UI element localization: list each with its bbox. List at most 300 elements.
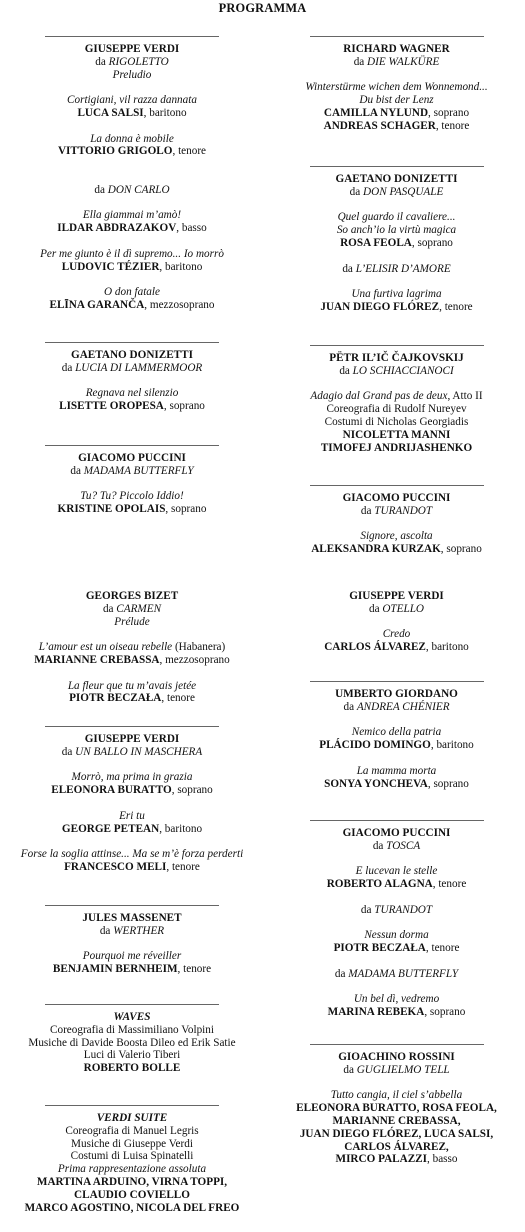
title-text: DON CARLO	[107, 183, 170, 196]
text: , tenore	[432, 878, 467, 891]
title-text: Eri tu	[119, 809, 145, 822]
spacer	[274, 250, 519, 263]
divider	[45, 1105, 219, 1106]
programme-line	[6, 107, 258, 120]
performer-or-heading: GIUSEPPE VERDI	[84, 733, 180, 745]
performer-or-heading: GIACOMO PUCCINI	[342, 827, 451, 839]
programme-line	[274, 1089, 519, 1102]
text: , tenore	[439, 300, 473, 313]
programme-line	[274, 107, 519, 120]
programme-line	[6, 1011, 258, 1024]
programme-line	[6, 950, 258, 963]
title-text: Prélude	[114, 615, 150, 628]
programme-line	[6, 1037, 258, 1050]
performer-or-heading: ROBERTO BOLLE	[83, 1062, 181, 1075]
programme-line	[274, 211, 519, 224]
spacer	[6, 375, 258, 388]
performer-or-heading: MARIANNE CREBASSA,	[332, 1114, 461, 1127]
programme-line	[6, 733, 258, 746]
spacer	[274, 714, 519, 727]
programme-line	[274, 1006, 519, 1019]
text: da	[360, 504, 375, 517]
programme-item	[6, 36, 258, 312]
text: da	[372, 839, 387, 852]
programme-line	[6, 145, 258, 158]
text: , soprano	[440, 543, 482, 556]
page-title: PROGRAMMA	[218, 1, 307, 15]
programme-line	[6, 209, 258, 222]
performer-or-heading: ALEKSANDRA KURZAK	[311, 543, 441, 556]
text: , soprano	[163, 400, 205, 413]
divider	[310, 681, 484, 682]
programme-line	[274, 43, 519, 56]
text: da	[343, 1063, 357, 1076]
programme-line	[6, 963, 258, 976]
programme-line	[274, 904, 519, 917]
title-text: Forse la soglia attinse... Ma se m’è forza perderti	[20, 848, 244, 861]
text: da	[360, 903, 375, 916]
title-text: La mamma morta	[356, 764, 437, 777]
performer-or-heading: TIMOFEJ ANDRIJASHENKO	[320, 441, 473, 454]
programme-line	[6, 503, 258, 516]
spacer	[6, 171, 258, 184]
performer-or-heading: ANDREAS SCHAGER	[323, 119, 436, 132]
programme-line	[6, 184, 258, 197]
title-text: MADAMA BUTTERFLY	[83, 464, 194, 477]
title-text: TURANDOT	[374, 903, 433, 916]
programme-line	[6, 1163, 258, 1176]
spacer	[274, 891, 519, 904]
performer-or-heading: VITTORIO GRIGOLO	[57, 145, 173, 158]
programme-line	[6, 1024, 258, 1037]
programme-item	[274, 583, 519, 654]
programme-line	[274, 56, 519, 69]
title-text: Preludio	[112, 68, 152, 81]
title-text: CARMEN	[116, 602, 162, 615]
programme-line	[6, 94, 258, 107]
title-text: UN BALLO IN MASCHERA	[75, 745, 203, 758]
spacer	[274, 69, 519, 82]
programme-line	[274, 530, 519, 543]
title-text: L’amour est un oiseau rebelle	[38, 641, 173, 654]
text: , soprano	[428, 106, 470, 119]
programme-line	[6, 861, 258, 874]
text: , baritono	[143, 106, 187, 119]
performer-or-heading: GIACOMO PUCCINI	[78, 452, 186, 464]
performer-or-heading: MARTINA ARDUINO, VIRNA TOPPI,	[36, 1175, 228, 1188]
programme-line	[274, 263, 519, 276]
divider	[45, 445, 219, 446]
programme-item	[274, 345, 519, 454]
programme-line	[6, 286, 258, 299]
text: da	[70, 464, 84, 477]
spacer	[274, 917, 519, 930]
text: Luci di Valerio Tiberi	[83, 1049, 181, 1062]
text: , baritono	[425, 641, 469, 654]
performer-or-heading: CARLOS ÁLVAREZ	[324, 641, 426, 654]
programme-line	[274, 765, 519, 778]
programme-line	[274, 726, 519, 739]
title-text: Cortigiani, vil razza dannata	[67, 94, 197, 107]
title-text: Adagio dal Grand pas de deux	[310, 390, 448, 403]
title-text: Ella giammai m’amò!	[82, 209, 182, 222]
programme-line	[274, 739, 519, 752]
programme-line	[274, 288, 519, 301]
performer-or-heading: MARCO AGOSTINO, NICOLA DEL FREO	[24, 1201, 240, 1214]
programme-line	[274, 224, 519, 237]
programme-line	[6, 641, 258, 654]
text: , soprano	[411, 236, 453, 249]
text: Costumi di Nicholas Georgiadis	[324, 415, 469, 428]
programme-line	[274, 186, 519, 199]
programme-line	[274, 968, 519, 981]
title-text: Nemico della patria	[351, 726, 442, 739]
spacer	[6, 628, 258, 641]
text: , tenore	[177, 963, 212, 976]
programme-line	[6, 823, 258, 836]
performer-or-heading: GAETANO DONIZETTI	[335, 173, 458, 185]
programme-line	[274, 778, 519, 791]
performer-or-heading: ELEONORA BURATTO	[51, 784, 172, 797]
programme-line	[6, 1125, 258, 1138]
divider	[45, 36, 219, 37]
programme-line	[274, 701, 519, 714]
programme-item	[6, 445, 258, 516]
divider	[310, 36, 484, 37]
programme-item	[274, 681, 519, 790]
text: , soprano	[165, 503, 207, 516]
performer-or-heading: JUAN DIEGO FLÓREZ	[320, 300, 440, 313]
text: , baritono	[430, 739, 474, 752]
divider	[310, 820, 484, 821]
text: da	[102, 602, 117, 615]
programme-line	[6, 848, 258, 861]
programme-line	[274, 352, 519, 365]
performer-or-heading: GIOACHINO ROSSINI	[338, 1051, 455, 1063]
text: , Atto II	[447, 390, 483, 403]
programme-line	[6, 1202, 258, 1215]
programme-item	[274, 36, 519, 133]
spacer	[274, 275, 519, 288]
title-text: Tu? Tu? Piccolo Iddio!	[80, 490, 184, 503]
text: , tenore	[425, 942, 460, 955]
text: , tenore	[166, 860, 200, 873]
title-text: Un bel dì, vedremo	[353, 993, 440, 1006]
programme-item	[6, 1105, 258, 1214]
text: da	[368, 602, 383, 615]
title-text: Signore, ascolta	[360, 530, 433, 543]
performer-or-heading: PIOTR BECZAŁA	[69, 692, 162, 705]
performer-or-heading: ROBERTO ALAGNA	[326, 878, 433, 891]
performer-or-heading: ROSA FEOLA	[340, 236, 412, 249]
text: da	[61, 361, 76, 374]
performer-or-heading: PIOTR BECZAŁA	[333, 942, 426, 955]
programme-line	[6, 680, 258, 693]
programme-line	[6, 692, 258, 705]
performer-or-heading: UMBERTO GIORDANO	[335, 688, 458, 700]
title-text: O don fatale	[104, 286, 160, 299]
title-text: Nessun dorma	[364, 929, 429, 942]
programme-line	[274, 688, 519, 701]
text: , mezzosoprano	[144, 298, 215, 311]
performer-or-heading: ELEONORA BURATTO, ROSA FEOLA,	[296, 1102, 497, 1115]
text: Coreografia di Manuel Legris	[65, 1124, 199, 1137]
programme-item	[6, 905, 258, 976]
programme-line	[6, 654, 258, 667]
divider	[45, 905, 219, 906]
title-text: La fleur que tu m’avais jetée	[67, 679, 197, 692]
text: , tenore	[161, 692, 195, 705]
programme-line	[274, 81, 519, 94]
performer-or-heading: VERDI SUITE	[96, 1112, 168, 1124]
performer-or-heading: CARLOS ÁLVAREZ,	[344, 1140, 449, 1153]
title-text: Prima rappresentazione assoluta	[57, 1163, 207, 1176]
performer-or-heading: MARIANNE CREBASSA	[34, 653, 160, 666]
programme-line	[274, 429, 519, 442]
spacer	[6, 273, 258, 286]
performer-or-heading: GAETANO DONIZETTI	[71, 349, 193, 361]
title-text: Tutto cangia, il ciel s’abbella	[330, 1089, 463, 1102]
programme-line	[6, 465, 258, 478]
text: da	[99, 924, 114, 937]
divider	[310, 485, 484, 486]
divider	[310, 166, 484, 167]
text: da	[334, 967, 349, 980]
text: Costumi di Luisa Spinatelli	[70, 1150, 194, 1163]
title-text: Quel guardo il cavaliere...	[337, 211, 456, 224]
spacer	[6, 120, 258, 133]
spacer	[6, 759, 258, 772]
spacer	[6, 81, 258, 94]
performer-or-heading: CAMILLA NYLUND	[323, 106, 429, 119]
programme-line	[274, 993, 519, 1006]
title-text: OTELLO	[382, 602, 425, 615]
title-text: MADAMA BUTTERFLY	[348, 967, 459, 980]
title-text: TOSCA	[386, 839, 421, 852]
text: , soprano	[171, 784, 213, 797]
title-text: GUGLIELMO TELL	[356, 1063, 450, 1076]
programme-line	[274, 416, 519, 429]
programme-line	[6, 349, 258, 362]
title-text: LO SCHIACCIANOCI	[352, 364, 454, 377]
programme-line	[274, 543, 519, 556]
performer-or-heading: LUDOVIC TÉZIER	[61, 260, 160, 273]
programme-line	[6, 1150, 258, 1163]
programme-line	[274, 865, 519, 878]
divider	[45, 1004, 219, 1005]
programme-line	[6, 69, 258, 82]
programme-item	[274, 820, 519, 1019]
programme-line	[274, 505, 519, 518]
performer-or-heading: GEORGE PETEAN	[61, 822, 160, 835]
programme-item	[6, 726, 258, 874]
spacer	[6, 235, 258, 248]
performer-or-heading: LISETTE OROPESA	[59, 400, 164, 413]
text: Coreografia di Massimiliano Volpini	[50, 1023, 214, 1036]
title-text: Credo	[382, 628, 411, 641]
text: da	[349, 185, 364, 198]
programme-line	[6, 1176, 258, 1189]
programme-line	[274, 929, 519, 942]
programme-line	[6, 222, 258, 235]
programme-line	[274, 1051, 519, 1064]
programme-item	[6, 342, 258, 413]
performer-or-heading: GIACOMO PUCCINI	[342, 492, 451, 504]
title-text: DIE WALKÜRE	[367, 55, 440, 68]
title-text: Regnava nel silenzio	[85, 387, 179, 400]
spacer	[274, 199, 519, 212]
programme-line	[6, 1189, 258, 1202]
programme-line	[6, 490, 258, 503]
title-text: Per me giunto è il dì supremo... Io morrò	[40, 247, 224, 260]
programme-item	[274, 166, 519, 314]
programme-line	[274, 301, 519, 314]
programme-line	[6, 133, 258, 146]
performer-or-heading: GEORGES BIZET	[85, 590, 179, 602]
spacer	[6, 158, 258, 171]
spacer	[6, 478, 258, 491]
text: , mezzosoprano	[159, 653, 230, 666]
text: da	[353, 55, 368, 68]
divider	[45, 726, 219, 727]
programme-line	[274, 942, 519, 955]
spacer	[274, 378, 519, 391]
spacer	[274, 1077, 519, 1090]
divider	[310, 1044, 484, 1045]
programme-line	[274, 1141, 519, 1154]
spacer	[6, 667, 258, 680]
programme-item	[6, 583, 258, 705]
performer-or-heading: GIUSEPPE VERDI	[84, 43, 180, 55]
title-text: ANDREA CHÉNIER	[356, 700, 450, 713]
spacer	[6, 197, 258, 210]
programme-line	[6, 248, 258, 261]
programme-line	[6, 43, 258, 56]
performer-or-heading: SONYA YONCHEVA	[324, 777, 428, 790]
programme-line	[6, 746, 258, 759]
text: da	[339, 364, 353, 377]
programme-line	[274, 878, 519, 891]
programme-line	[6, 387, 258, 400]
title-text: Pourquoi me réveiller	[82, 950, 182, 963]
title-text: RIGOLETTO	[108, 55, 169, 68]
title-text: Winterstürme wichen dem Wonnemond...	[305, 81, 488, 94]
text: Coreografia di Rudolf Nureyev	[326, 403, 467, 416]
text: da	[61, 745, 76, 758]
title-text: Una furtiva lagrima	[351, 288, 442, 301]
spacer	[274, 853, 519, 866]
performer-or-heading: LUCA SALSI	[77, 106, 144, 119]
programme-line	[6, 590, 258, 603]
programme-line	[6, 452, 258, 465]
programme-line	[6, 771, 258, 784]
programme-line	[274, 1115, 519, 1128]
spacer	[274, 752, 519, 765]
spacer	[274, 518, 519, 531]
programme-line	[274, 390, 519, 403]
programme-item	[274, 1044, 519, 1166]
divider	[310, 345, 484, 346]
title-text: LUCIA DI LAMMERMOOR	[75, 361, 203, 374]
performer-or-heading: JULES MASSENET	[82, 912, 182, 924]
text: , basso	[427, 1153, 458, 1166]
text: , soprano	[424, 1006, 466, 1019]
text: , baritono	[159, 822, 203, 835]
programme-line	[274, 442, 519, 455]
performer-or-heading: PLÁCIDO DOMINGO	[319, 739, 431, 752]
text: da	[342, 262, 356, 275]
programme-line	[6, 810, 258, 823]
programme-line	[274, 1102, 519, 1115]
programme-line	[274, 173, 519, 186]
programme-line	[274, 94, 519, 107]
performer-or-heading: FRANCESCO MELI	[64, 860, 167, 873]
performer-or-heading: WAVES	[113, 1011, 151, 1023]
programme-line	[6, 925, 258, 938]
title-text: So anch’io la virtù magica	[336, 224, 457, 237]
programme-line	[6, 784, 258, 797]
programme-line	[6, 400, 258, 413]
spacer	[274, 616, 519, 629]
performer-or-heading: NICOLETTA MANNI	[342, 428, 451, 441]
programme-line	[274, 237, 519, 250]
title-text: DON PASQUALE	[363, 185, 444, 198]
text: Musiche di Davide Boosta Dileo ed Erik Satie	[28, 1036, 236, 1049]
programme-line	[6, 603, 258, 616]
spacer	[6, 835, 258, 848]
performer-or-heading: CLAUDIO COVIELLO	[74, 1188, 190, 1201]
programme-line	[274, 120, 519, 133]
text: , tenore	[435, 119, 470, 132]
performer-or-heading: ELĪNA GARANČA	[49, 298, 145, 311]
performer-or-heading: MIRCO PALAZZI	[335, 1153, 427, 1166]
spacer	[274, 955, 519, 968]
programme-line	[6, 362, 258, 375]
spacer	[6, 797, 258, 810]
programme-line	[6, 912, 258, 925]
performer-or-heading: MARINA REBEKA	[327, 1006, 425, 1019]
title-text: E lucevan le stelle	[355, 865, 438, 878]
title-text: L’ELISIR D’AMORE	[355, 262, 451, 275]
programme-line	[274, 1128, 519, 1141]
text: , tenore	[172, 145, 207, 158]
performer-or-heading: KRISTINE OPOLAIS	[57, 503, 166, 516]
text: da	[343, 700, 357, 713]
performer-or-heading: GIUSEPPE VERDI	[349, 590, 444, 602]
programme-line	[274, 641, 519, 654]
programme-line	[274, 365, 519, 378]
programme-line	[274, 492, 519, 505]
programme-item	[6, 1004, 258, 1075]
programme-line	[6, 1049, 258, 1062]
programme-item	[274, 485, 519, 556]
performer-or-heading: ILDAR ABDRAZAKOV	[57, 222, 177, 235]
title-text: Morrò, ma prima in grazia	[71, 771, 193, 784]
text: (Habanera)	[172, 641, 226, 654]
programme-line	[6, 1112, 258, 1125]
title-text: Du bist der Lenz	[359, 94, 434, 107]
programme-line	[6, 56, 258, 69]
text: da	[94, 183, 108, 196]
programme-line	[274, 628, 519, 641]
programme-line	[274, 827, 519, 840]
performer-or-heading: BENJAMIN BERNHEIM	[52, 963, 178, 976]
text: da	[95, 55, 109, 68]
spacer	[274, 981, 519, 994]
programme-line	[6, 261, 258, 274]
programme-line	[6, 1062, 258, 1075]
programme-line	[6, 616, 258, 629]
